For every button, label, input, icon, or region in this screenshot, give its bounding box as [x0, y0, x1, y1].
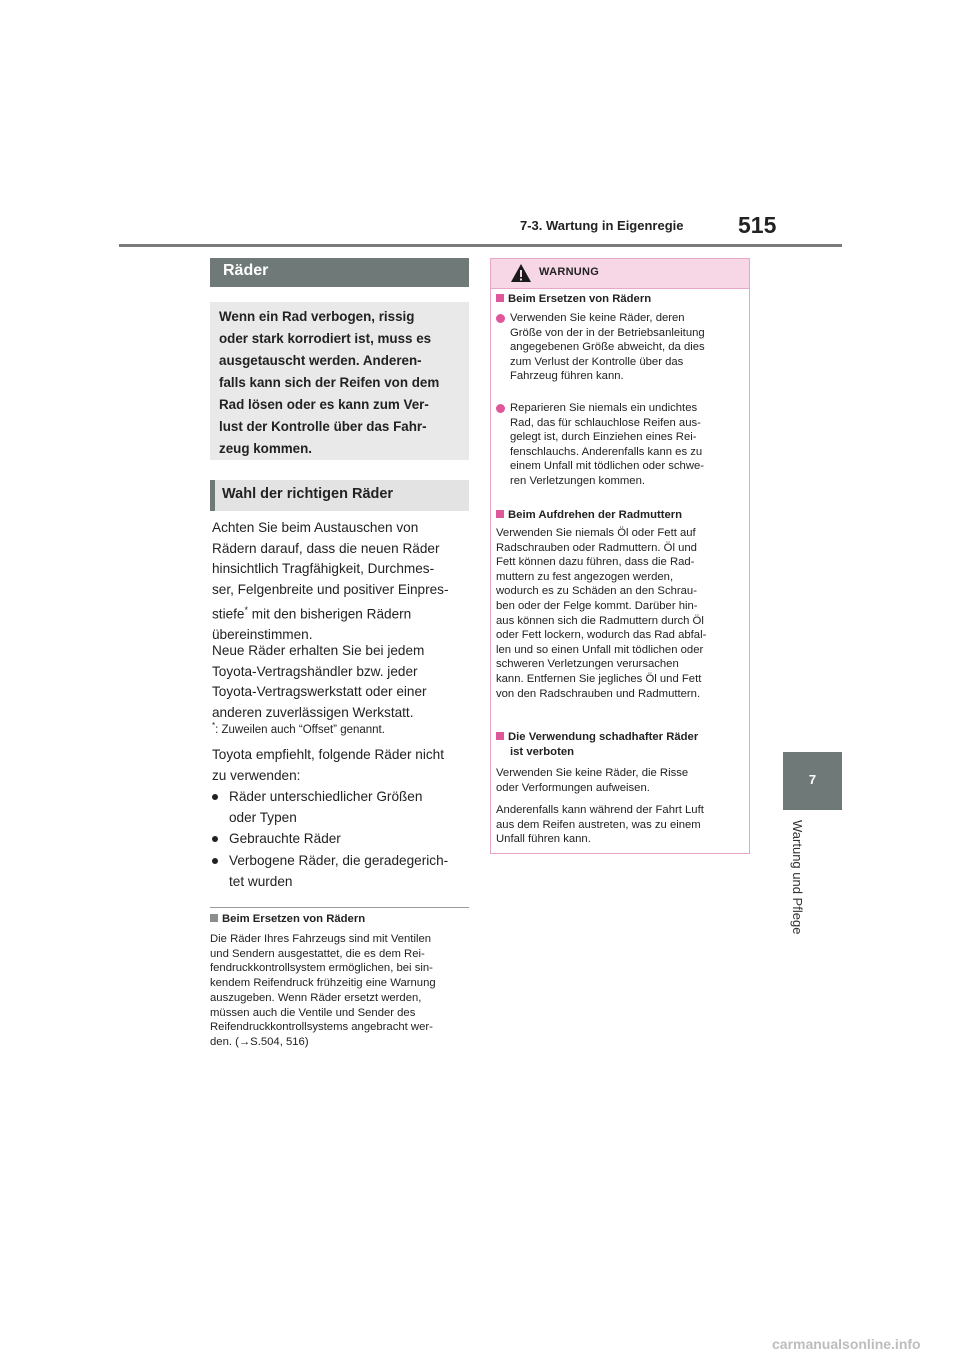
chapter-label: Wartung und Pflege — [790, 820, 805, 935]
list-item: Gebrauchte Räder — [212, 829, 467, 851]
warning-section-heading: Beim Aufdrehen der Radmuttern — [496, 508, 746, 523]
pink-bullet-icon — [496, 314, 505, 323]
warning-list-item: Verwenden Sie keine Räder, deren Größe von der in der Betriebsanleitung angegebenen Größe abweicht, da dies zum Verlust der Kontrolle über das Fahrzeug führen kann. — [496, 311, 746, 385]
paragraph-wheel-selection: Achten Sie beim Austauschen von Rädern darauf, dass die neuen Räder hinsichtlich Tragfähigkeit, Durchmes- ser, Felgenbreite und positiver Einpres- — [212, 520, 449, 597]
warning-paragraph: Anderenfalls kann während der Fahrt Luft aus dem Reifen austreten, was zu einem Unfall führen kann. — [496, 804, 704, 846]
pink-square-icon — [496, 294, 504, 302]
warning-triangle-icon — [510, 263, 532, 283]
warning-list-item: Reparieren Sie niemals ein undichtes Rad, das für schlauchlose Reifen aus- gelegt ist, durch Einziehen eines Rei- fenschlauchs. Anderenfalls kann es zu einem Unfall mit tödlichen oder schwe- ren Verletzungen kommen. — [496, 401, 746, 491]
pink-square-icon — [496, 510, 504, 518]
note-heading: Beim Ersetzen von Rädern — [210, 913, 365, 925]
bullet-dot — [212, 858, 218, 864]
footnote: *: Zuweilen auch “Offset” genannt. — [212, 721, 385, 736]
watermark: carmanualsonline.info — [772, 1336, 921, 1352]
chapter-number: 7 — [808, 772, 817, 787]
bullet-dot — [212, 836, 218, 842]
warning-title: WARNUNG — [539, 266, 600, 278]
header-divider — [119, 244, 842, 247]
intro-box — [210, 302, 469, 460]
section-title: 7-3. Wartung in Eigenregie — [520, 218, 684, 233]
bullet-dot — [212, 794, 218, 800]
pink-square-icon — [496, 732, 504, 740]
list-item: Verbogene Räder, die geradegerich- tet wurden — [212, 851, 467, 893]
page-number: 515 — [738, 212, 777, 238]
warning-section-heading: Beim Ersetzen von Rädern — [496, 292, 746, 307]
subheading-accent — [210, 480, 215, 511]
warning-header — [491, 259, 749, 289]
paragraph-dealer: Neue Räder erhalten Sie bei jedem Toyota-Vertragshändler bzw. jeder Toyota-Vertragswerkstatt oder einer anderen zuverlässigen Werkstatt. — [212, 643, 427, 720]
chapter-tab — [783, 752, 842, 810]
warning-paragraph: Verwenden Sie keine Räder, die Risse oder Verformungen aufweisen. — [496, 767, 689, 794]
note-text: Die Räder Ihres Fahrzeugs sind mit Ventilen und Sendern ausgestattet, die es dem Rei- fendruckkontrollsystem ermöglichen, bei sin- kendem Reifendruck frühzeitig eine Warnung auszugeben. Wenn Räder ersetzt werden, müssen auch die Ventile und Sender des Reifendruckkontrollsystems angebracht wer- den. (→S.504, 516) — [210, 933, 436, 1048]
subheading: Wahl der richtigen Räder — [222, 486, 394, 502]
list-item: Räder unterschiedlicher Größen oder Typen — [212, 787, 467, 829]
pink-bullet-icon — [496, 404, 505, 413]
note-divider — [210, 907, 469, 908]
warning-paragraph: Verwenden Sie niemals Öl oder Fett auf Radschrauben oder Radmuttern. Öl und Fett können dazu führen, dass die Rad- muttern zu fest angezogen werden, wodurch es zu Schäden an den Schrau- ben oder der Felge kommt. Darüber hin- aus können sich die Radmuttern durch Öl oder Fett lockern, wodurch das Rad abfal- len und so einen Unfall mit tödlichen oder schweren Verletzungen verursachen kann. Entfernen Sie jegliches Öl und Fett von den Radschrauben und Radmuttern. — [496, 527, 707, 700]
paragraph-recommendation: Toyota empfiehlt, folgende Räder nicht zu verwenden: — [212, 747, 444, 783]
section-heading-bar — [210, 258, 469, 287]
warning-section-heading: Die Verwendung schadhafter Räder ist verboten — [496, 730, 746, 759]
grey-square-icon — [210, 914, 218, 922]
paragraph-wheel-selection-end: stiefe* mit den bisherigen Rädern übereinstimmen. — [212, 605, 412, 643]
intro-text: Wenn ein Rad verbogen, rissig oder stark korrodiert ist, muss es ausgetauscht werden. Anderen- falls kann sich der Reifen von dem Rad lösen oder es kann zum Ver- lust der Kontrolle über das Fahr- zeug kommen. — [219, 309, 440, 456]
section-heading: Räder — [223, 262, 269, 279]
subheading-bar — [210, 480, 469, 511]
